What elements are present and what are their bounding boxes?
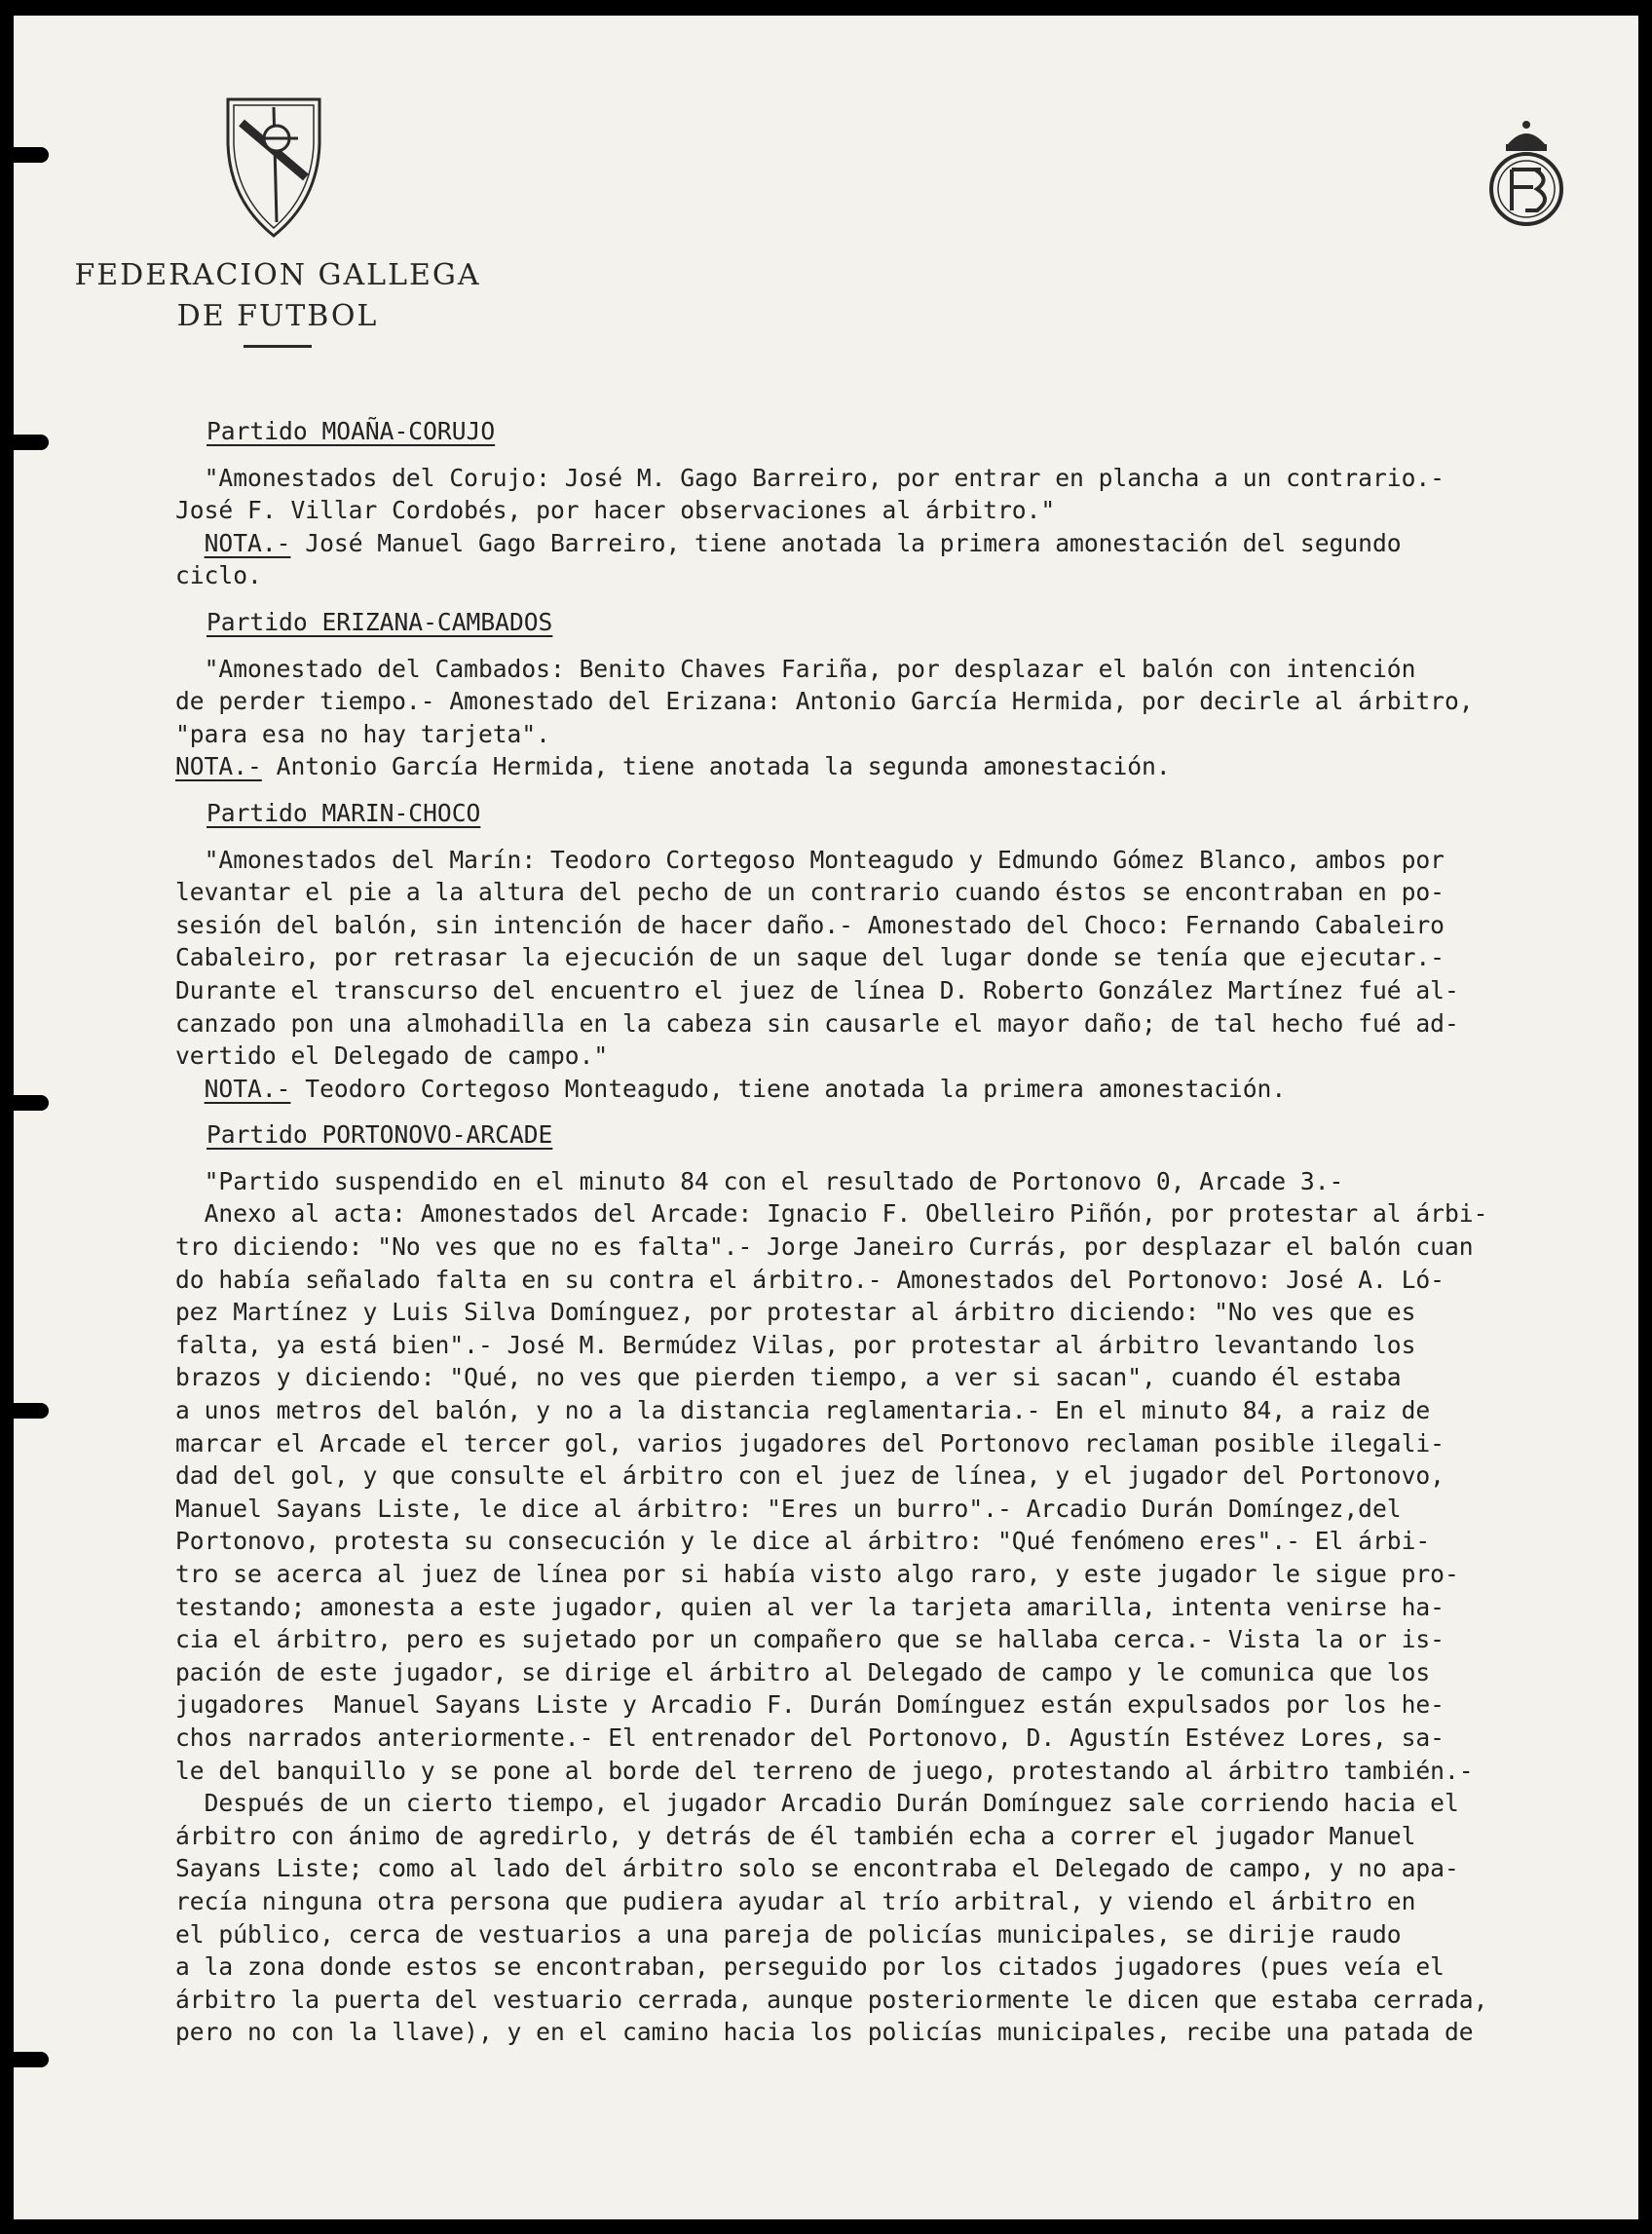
nota-label: NOTA.- (204, 1074, 291, 1103)
text-line: do había señalado falta en su contra el árbitro.- Amonestados del Portonovo: José A. Ló- (175, 1265, 1445, 1294)
text-line: falta, ya está bien".- José M. Bermúdez Vilas, por protestar al árbitro levantando los (175, 1330, 1416, 1359)
nota-line (175, 527, 1636, 560)
match-heading: Partido PORTONOVO-ARCADE (206, 1120, 553, 1150)
text-line: ciclo. (175, 561, 262, 590)
text-line: canzado pon una almohadilla en la cabeza sin causarle el mayor daño; de tal hecho fué ad- (175, 1008, 1459, 1038)
binder-hole (14, 1095, 49, 1111)
nota-label: NOTA.- (204, 528, 291, 557)
galician-federation-shield-icon (220, 94, 327, 240)
text-line: marcar el Arcade el tercer gol, varios jugadores del Portonovo reclaman posible ilegali- (175, 1428, 1445, 1458)
nota-indent (175, 1075, 205, 1103)
match-heading: Partido MARIN-CHOCO (206, 798, 481, 827)
text-line: Anexo al acta: Amonestados del Arcade: Ignacio F. Obelleiro Piñón, por protestar al árbi- (175, 1199, 1488, 1229)
text-line: árbitro la puerta del vestuario cerrada, aunque posteriormente le dicen que estaba cerrada, (175, 1985, 1488, 2014)
match-section (175, 606, 1636, 783)
text-line: cia el árbitro, pero es sujetado por un compañero que se hallaba cerca.- Vista la or is- (175, 1625, 1445, 1654)
nota-text: Teodoro Cortegoso Monteagudo, tiene anotada la primera amonestación. (290, 1074, 1287, 1103)
text-line: Después de un cierto tiempo, el jugador Arcadio Durán Domínguez sale corriendo hacia el (175, 1789, 1459, 1818)
org-name-line1: FEDERACION GALLEGA (74, 258, 481, 292)
nota-line (175, 1073, 1636, 1106)
text-line: José F. Villar Cordobés, por hacer observaciones al árbitro." (175, 496, 1056, 525)
nota-text: Antonio García Hermida, tiene anotada la segunda amonestación. (261, 752, 1171, 781)
text-line: recía ninguna otra persona que pudiera ayudar al trío arbitral, y viendo el árbitro en (175, 1886, 1416, 1915)
nota-label: NOTA.- (175, 752, 262, 781)
text-line: pero no con la llave), y en el camino hacia los policías municipales, recibe una patada de (175, 2018, 1474, 2047)
binder-hole (14, 147, 49, 163)
match-section (175, 797, 1636, 1105)
text-line: pez Martínez y Luis Silva Domínguez, por protestar al árbitro diciendo: "No ves que es (175, 1298, 1416, 1327)
text-line: "Amonestados del Marín: Teodoro Cortegoso Monteagudo y Edmundo Gómez Blanco, ambos por (175, 845, 1445, 874)
text-line: tro se acerca al juez de línea por si había visto algo raro, y este jugador le sigue pro- (175, 1560, 1459, 1588)
text-line: "Partido suspendido en el minuto 84 con el resultado de Portonovo 0, Arcade 3.- (175, 1166, 1344, 1195)
rfef-crowned-emblem-icon (1483, 115, 1570, 232)
match-section (175, 415, 1636, 592)
text-line: chos narrados anteriormente.- El entrenador del Portonovo, D. Agustín Estévez Lores, sa- (175, 1723, 1445, 1752)
letterhead-rule (244, 345, 312, 348)
text-line: Portonovo, protesta su consecución y le dice al árbitro: "Qué fenómeno eres".- El árbi- (175, 1527, 1431, 1556)
text-line: jugadores Manuel Sayans Liste y Arcadio F. Durán Domínguez están expulsados por los he- (175, 1690, 1445, 1720)
text-line: dad del gol, y que consulte el árbitro con el juez de línea, y el jugador del Portonovo, (175, 1461, 1445, 1491)
text-line: brazos y diciendo: "Qué, no ves que pierden tiempo, a ver si sacan", cuando él estaba (175, 1363, 1402, 1392)
text-line: Sayans Liste; como al lado del árbitro solo se encontraba el Delegado de campo, y no apa- (175, 1854, 1459, 1883)
org-name-line2: DE FUTBOL (176, 299, 379, 333)
binder-hole (14, 2052, 49, 2067)
text-line: de perder tiempo.- Amonestado del Erizana: Antonio García Hermida, por decirle al árbitro, (175, 687, 1474, 716)
text-line: tro diciendo: "No ves que no es falta".- Jorge Janeiro Currás, por desplazar el balón cuan (175, 1232, 1474, 1262)
binder-hole (14, 1403, 49, 1419)
text-line: a la zona donde estos se encontraban, perseguido por los citados jugadores (pues veía el (175, 1952, 1445, 1982)
letterhead (68, 255, 487, 348)
text-line: le del banquillo y se pone al borde del terreno de juego, protestando al árbitro también.- (175, 1756, 1474, 1785)
binder-hole (14, 435, 49, 450)
text-line: Durante el transcurso del encuentro el juez de línea D. Roberto González Martínez fué al- (175, 975, 1459, 1004)
text-line: levantar el pie a la altura del pecho de un contrario cuando éstos se encontraban en po- (175, 878, 1445, 907)
match-heading: Partido MOAÑA-CORUJO (206, 417, 496, 445)
text-line: vertido el Delegado de campo." (175, 1041, 609, 1071)
nota-line (175, 750, 1636, 783)
text-line: a unos metros del balón, y no a la distancia reglamentaria.- En el minuto 84, a raiz de (175, 1396, 1431, 1425)
document-body (175, 415, 1636, 2063)
text-line: Manuel Sayans Liste, le dice al árbitro: "Eres un burro".- Arcadio Durán Domíngez,del (175, 1494, 1402, 1523)
nota-text: José Manuel Gago Barreiro, tiene anotada la primera amonestación del segundo (290, 528, 1402, 557)
text-line: "Amonestado del Cambados: Benito Chaves Fariña, por desplazar el balón con intención (175, 654, 1416, 683)
text-line: pación de este jugador, se dirige el árbitro al Delegado de campo y le comunica que los (175, 1657, 1431, 1686)
nota-indent (175, 529, 205, 557)
text-line: Cabaleiro, por retrasar la ejecución de un saque del lugar donde se tenía que ejecutar.- (175, 943, 1445, 972)
match-heading: Partido ERIZANA-CAMBADOS (206, 607, 553, 636)
match-section (175, 1118, 1636, 2049)
text-line: testando; amonesta a este jugador, quien al ver la tarjeta amarilla, intenta venirse ha- (175, 1592, 1445, 1621)
text-line: sesión del balón, sin intención de hacer daño.- Amonestado del Choco: Fernando Cabaleiro (175, 910, 1445, 939)
text-line: el público, cerca de vestuarios a una pareja de policías municipales, se dirije raudo (175, 1919, 1402, 1949)
text-line: árbitro con ánimo de agredirlo, y detrás de él también echa a correr el jugador Manuel (175, 1821, 1416, 1850)
text-line: "Amonestados del Corujo: José M. Gago Barreiro, por entrar en plancha a un contrario.- (175, 463, 1445, 492)
text-line: "para esa no hay tarjeta". (175, 719, 550, 748)
